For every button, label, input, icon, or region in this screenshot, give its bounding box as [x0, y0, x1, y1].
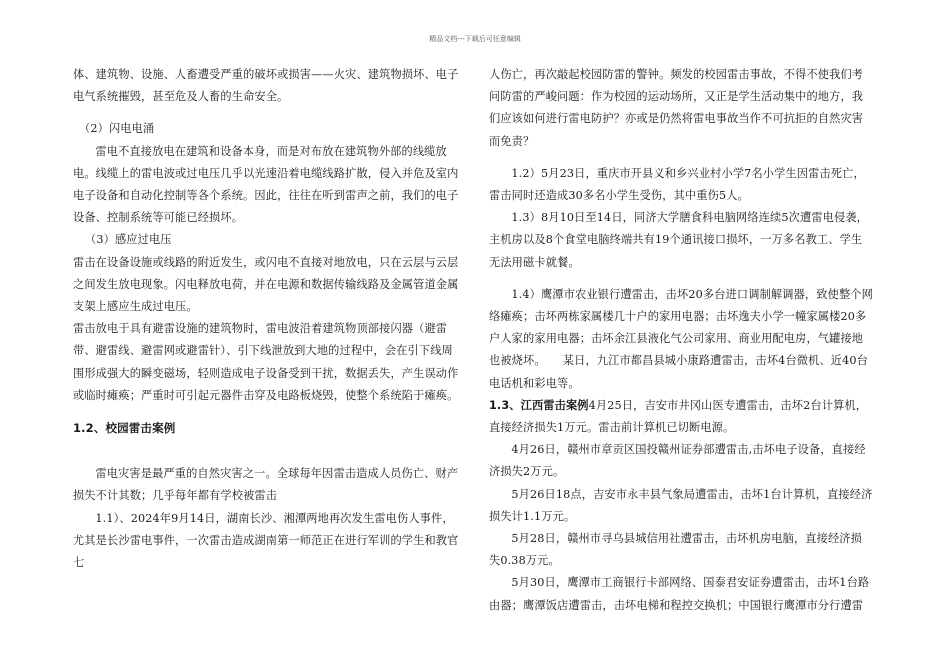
- paragraph: 体、建筑物、设施、人畜遭受严重的破坏或损害——火灾、建筑物损坏、电子电气系统摧毁，甚至危及人畜的生命安全。: [73, 68, 459, 104]
- paragraph: 5月26日18点，吉安市永丰县气象局遭雷击，击坏1台计算机，直接经济损失计1.1万元。: [489, 487, 873, 523]
- paragraph: 1.1）、2024年9月14日，湖南长沙、湘潭两地再次发生雷电伤人事件，尤其是长沙雷电事件，一次雷击造成湖南第一师范正在进行军训的学生和教官七: [73, 511, 459, 570]
- paragraph: 5月30日，鹰潭市工商银行卡部网络、国泰君安证券遭雷击，击坏1台路由器；鹰潭饭店遭雷击，击坏电梯和程控交换机；中国银行鹰潭市分行遭雷: [489, 576, 870, 612]
- paragraph: 雷电灾害是最严重的自然灾害之一。全球每年因雷击造成人员伤亡、财产损失不计其数；几乎每年都有学校被雷击: [73, 467, 459, 503]
- subheading-lightning-surge: （2）闪电电涌: [79, 122, 155, 136]
- paragraph: 1.2）5月23日，重庆市开县义和乡兴业村小学7名小学生因雷击死亡，雷击同时还造成30多名小学生受伤，其中重伤5人。: [489, 166, 865, 203]
- page-header: 精品文档---下载后可任意编辑: [429, 35, 521, 43]
- paragraph: 4月26日，赣州市章贡区国投赣州证券部遭雷击,击坏电子设备，直接经济损失2万元。: [489, 443, 866, 479]
- right-column: [489, 64, 873, 617]
- section-heading: 1.2、校园雷击案例: [73, 421, 176, 436]
- paragraph-text: 4月25日，吉安市井冈山医专遭雷击，击坏2台计算机，直接经济损失1万元。雷击前计算机已切断电源。: [489, 398, 868, 435]
- section-heading: 1.3、江西雷击案例: [489, 398, 589, 412]
- paragraph: [489, 395, 873, 439]
- paragraph: 雷击放电于具有避雷设施的建筑物时，雷电波沿着建筑物顶部接闪器（避雷带、避雷线、避雷网或避雷针）、引下线泄放到大地的过程中，会在引下线周围形成强大的瞬变磁场，轻则造成电子设备受到干扰，数据丢失，产生误动作或临时瘫痪；严重时可引起元器件击穿及电路板烧毁，使整个系统陷于瘫痪。: [73, 322, 459, 402]
- paragraph: 人伤亡，再次敲起校园防雷的警钟。频发的校园雷击事故，不得不使我们考问防雷的严峻问题：作为校园的运动场所，又正是学生活动集中的地方，我们应该如何进行雷电防护？亦或是仍然将雷电事故当作不可抗拒的自然灾害而免责？: [489, 68, 864, 148]
- paragraph: 雷击在设备设施或线路的附近发生，或闪电不直接对地放电，只在云层与云层之间发生放电现象。闪电释放电荷，并在电源和数据传输线路及金属管道金属支架上感应生成过电压。: [73, 255, 459, 314]
- left-column: [73, 64, 463, 574]
- paragraph: 雷电不直接放电在建筑和设备本身，而是对布放在建筑物外部的线缆放电。线缆上的雷电波或过电压几乎以光速沿着电缆线路扩散，侵入并危及室内电子设备和自动化控制等各个系统。因此，往往在听到雷声之前，我们的电子设备、控制系统等可能已经损坏。: [73, 144, 459, 225]
- paragraph: 5月28日，赣州市寻乌县城信用社遭雷击，击坏机房电脑，直接经济损失0.38万元。: [489, 532, 862, 568]
- subheading-induced-overvoltage: （3）感应过电压: [85, 233, 172, 247]
- paragraph: 1.4）鹰潭市农业银行遭雷击，击坏20多台进口调制解调器，致使整个网络瘫痪；击坏两栋家属楼几十户的家用电器；击坏逸夫小学一幢家属楼20多户人家的家用电器；击坏余江县液化气公司家用、商业用配电房，气罐接地也被烧坏。 某日，九江市都昌县城小康路遭雷击，击坏4台微机、近40台电话机和彩电等。: [489, 287, 873, 390]
- paragraph: 1.3）8月10日至14日，同济大学膳食科电脑网络连续5次遭雷电侵袭，主机房以及8个食堂电脑终端共有19个通讯接口损坏，一万多名教工、学生无法用磁卡就餐。: [489, 211, 869, 269]
